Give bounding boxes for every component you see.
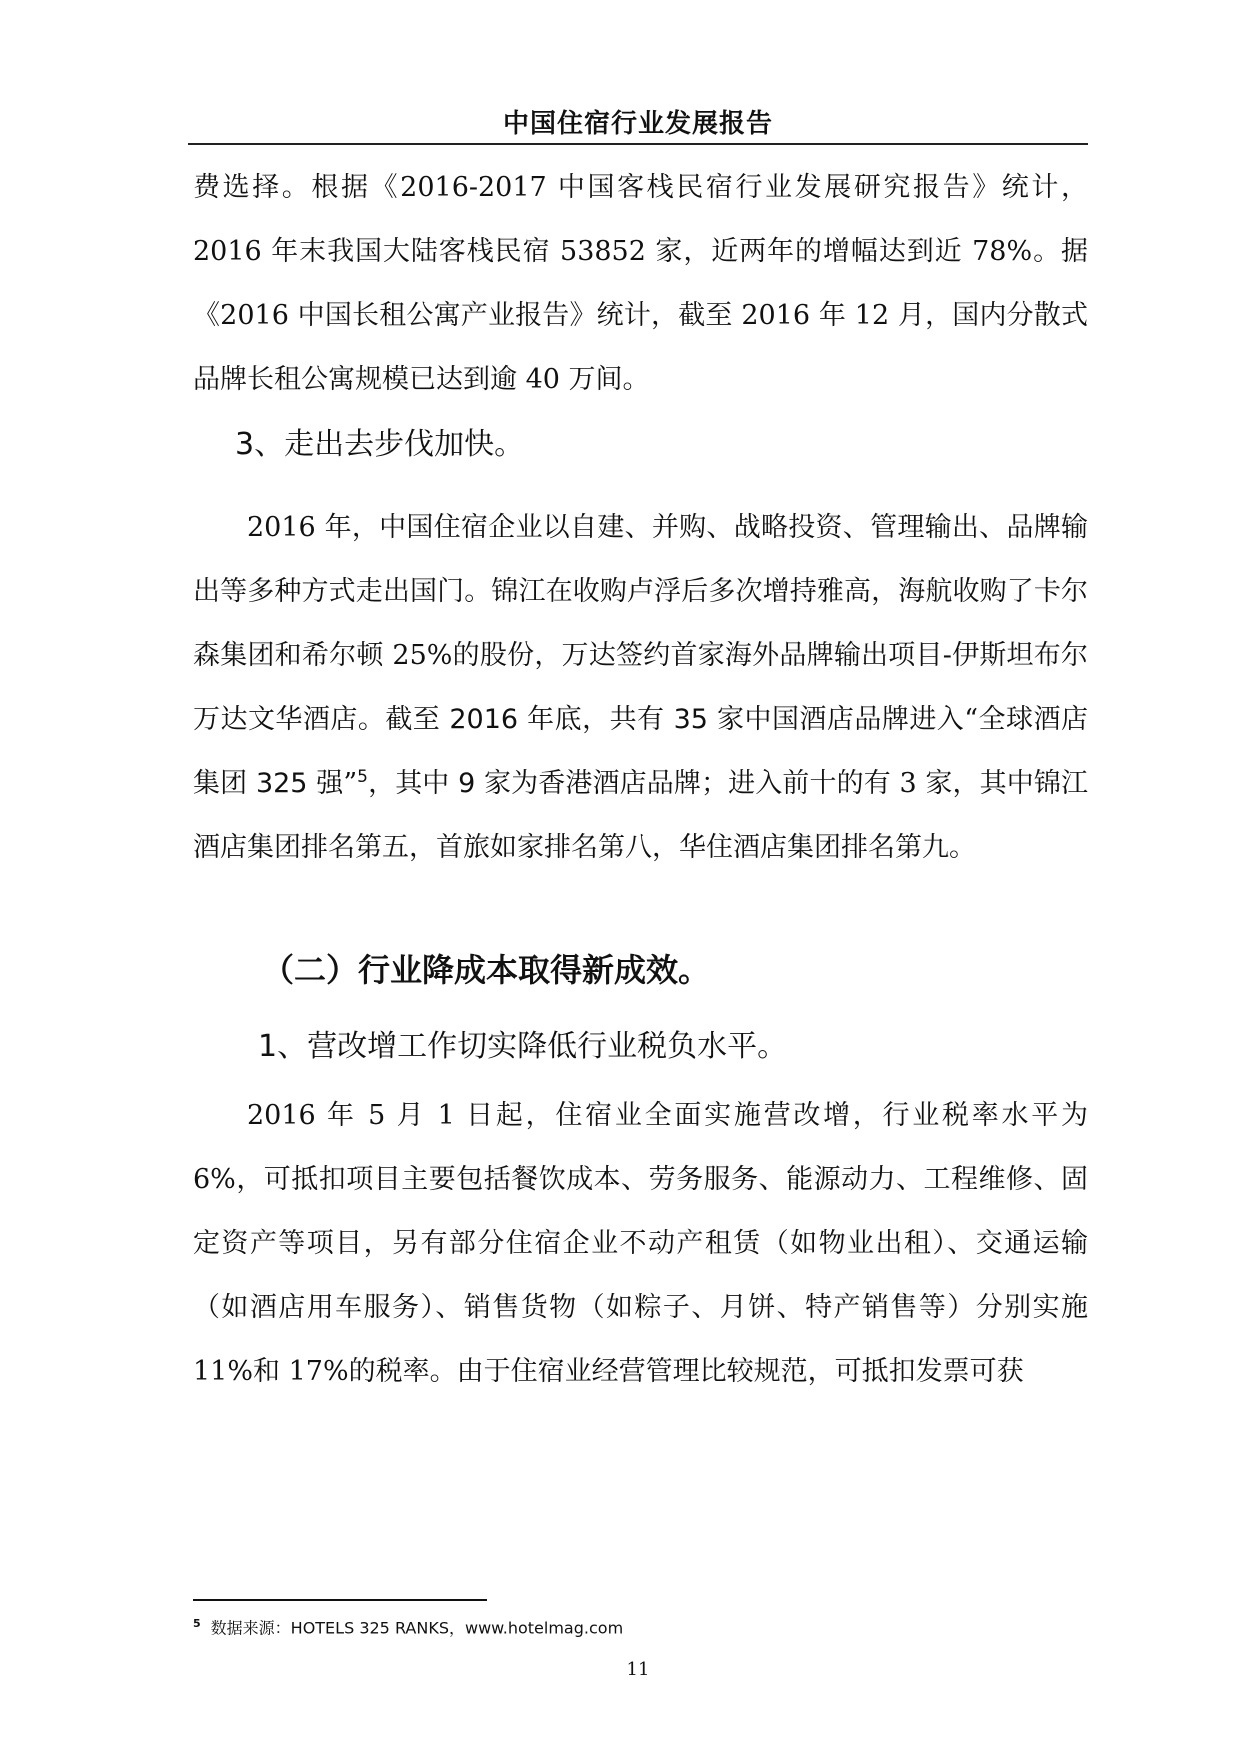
footnote-divider bbox=[193, 1599, 487, 1601]
running-header-title: 中国住宿行业发展报告 bbox=[502, 109, 773, 139]
paragraph-2-count: 35 bbox=[673, 704, 708, 735]
page-number: 11 bbox=[626, 1659, 650, 1680]
paragraph-1: 费选择。根据《2016-2017 中国客栈民宿行业发展研究报告》统计，2016 年末我国大陆客栈民宿 53852 家，近两年的增幅达到近 78%。据《2016 中国长租公寓产业报告》统计，截至 2016 年 12 月，国内分散式品牌长租公寓规模已达到逾 40 万间。 bbox=[193, 172, 1088, 395]
footnote-number: 5 bbox=[193, 1617, 201, 1630]
paragraph-3: 2016 年 5 月 1 日起，住宿业全面实施营改增，行业税率水平为 6%，可抵扣项目主要包括餐饮成本、劳务服务、能源动力、工程维修、固定资产等项目，另有部分住宿企业不动产租赁（如物业出租）、交通运输（如酒店用车服务）、销售货物（如粽子、月饼、特产销售等）分别实施 11%和 17%的税率。由于住宿业经营管理比较规范，可抵扣发票可获 bbox=[193, 1100, 1088, 1387]
section-heading-2: （二）行业降成本取得新成效。 bbox=[262, 951, 711, 989]
paragraph-2 bbox=[193, 496, 1088, 880]
subsection-heading-1: 1、营改增工作切实降低行业税负水平。 bbox=[258, 1029, 788, 1064]
paragraph-2-text-d: 强” bbox=[307, 768, 358, 799]
paragraph-2-text-e: ，其中 bbox=[367, 768, 459, 799]
subsection-heading-3: 3、走出去步伐加快。 bbox=[235, 427, 525, 462]
paragraph-2-text-a: 2016 年，中国住宿企业以自建、并购、战略投资、管理输出、品牌输出等多种方式走出国门。锦江在收购卢浮后多次增持雅高，海航收购了卡尔森集团和希尔顿 25%的股份，万达签约首家海外品牌输出项目-伊斯坦布尔万达文华酒店。截至 bbox=[193, 512, 1088, 735]
paragraph-2-rank: 325 bbox=[255, 768, 308, 799]
footnote bbox=[193, 1612, 1088, 1640]
paragraph-2-hk-count: 9 bbox=[458, 768, 476, 799]
paragraph-2-year: 2016 bbox=[449, 704, 519, 735]
header-divider bbox=[188, 143, 1088, 145]
footnote-reference[interactable]: 5 bbox=[357, 767, 368, 787]
footnote-text: 数据来源：HOTELS 325 RANKS，www.hotelmag.com bbox=[210, 1618, 624, 1638]
paragraph-2-text-b: 年底，共有 bbox=[518, 704, 674, 735]
paragraph-2-text-c: 家中国酒店品牌进入“全球酒店集团 bbox=[193, 704, 1088, 799]
paragraph-2-text-f: 家为香港酒店品牌；进入前十的有 3 家，其中锦江酒店集团排名第五，首旅如家排名第八，华住酒店集团排名第九。 bbox=[193, 768, 1088, 863]
